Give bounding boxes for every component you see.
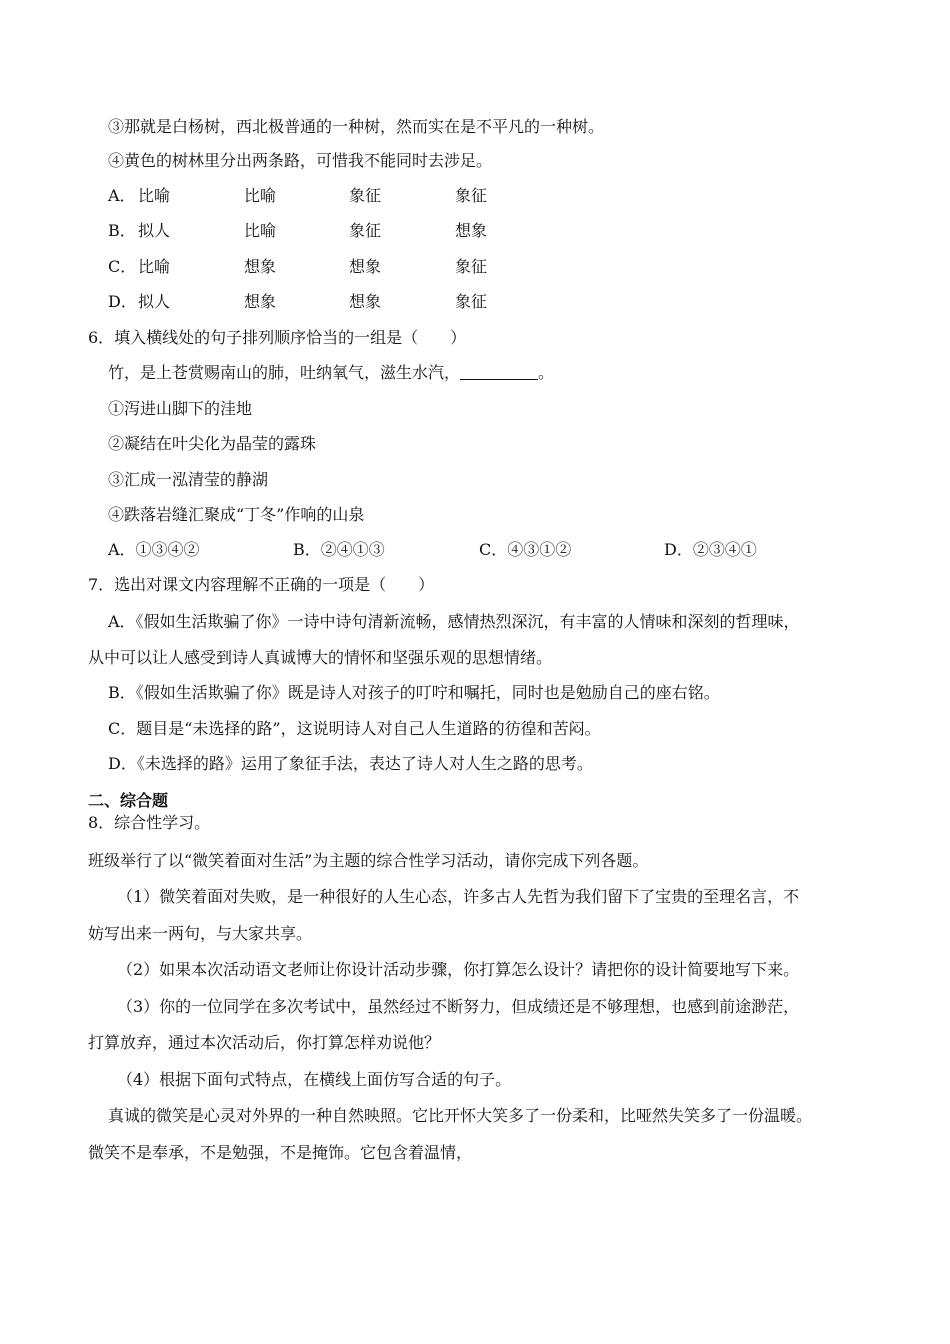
option-label: D． — [108, 292, 137, 311]
section-heading: 二、综合题 — [88, 791, 169, 810]
q6-item-4: ④跌落岩缝汇聚成“丁冬”作响的山泉 — [108, 505, 365, 524]
option-col: 比喻 — [138, 257, 171, 276]
q5-item-3: ③那就是白杨树，西北极普通的一种树，然而实在是不平凡的一种树。 — [108, 117, 605, 136]
q6-stem: 6．填入横线处的句子排列顺序恰当的一组是（ ） — [88, 328, 467, 347]
option-col: 想象 — [349, 292, 382, 311]
q8-part1-line2: 妨写出来一两句，与大家共享。 — [88, 924, 313, 943]
q8-stem: 8．综合性学习。 — [88, 813, 211, 832]
option-col: 象征 — [455, 257, 488, 276]
option-col: 想象 — [349, 257, 382, 276]
option-col: 比喻 — [244, 186, 277, 205]
q7-option-b: B．《假如生活欺骗了你》既是诗人对孩子的叮咛和嘱托，同时也是勉励自己的座右铭。 — [108, 683, 720, 702]
option-col: 象征 — [349, 221, 382, 240]
option-col: 象征 — [455, 292, 488, 311]
q8-intro: 班级举行了以“微笑着面对生活”为主题的综合性学习活动，请你完成下列各题。 — [88, 851, 649, 870]
q6-item-2: ②凝结在叶尖化为晶莹的露珠 — [108, 434, 317, 453]
q6-item-3: ③汇成一泓清莹的静湖 — [108, 470, 269, 489]
q6-option-b: B．②④①③ — [293, 540, 385, 559]
q6-sentence — [108, 362, 554, 384]
q7-option-a-line1: A．《假如生活欺骗了你》一诗中诗句清新流畅，感情热烈深沉，有丰富的人情味和深刻的哲理味， — [108, 612, 800, 631]
q8-part4: （4）根据下面句式特点，在横线上面仿写合适的句子。 — [117, 1070, 512, 1089]
q6-item-1: ①泻进山脚下的洼地 — [108, 399, 253, 418]
q8-passage-line2: 微笑不是奉承，不是勉强，不是掩饰。它包含着温情， — [88, 1143, 473, 1162]
option-label: A． — [108, 186, 136, 205]
fill-blank — [460, 363, 538, 380]
q8-part2: （2）如果本次活动语文老师让你设计活动步骤，你打算怎么设计？请把你的设计简要地写下来。 — [117, 960, 800, 979]
q5-item-4: ④黄色的树林里分出两条路，可惜我不能同时去涉足。 — [108, 151, 493, 170]
option-col: 象征 — [349, 186, 382, 205]
q7-option-c: C．题目是“未选择的路”，这说明诗人对自己人生道路的彷徨和苦闷。 — [108, 719, 601, 738]
option-col: 拟人 — [138, 221, 171, 240]
option-col: 比喻 — [244, 221, 277, 240]
option-label: C． — [108, 257, 137, 276]
q6-sentence-before: 竹，是上苍赏赐南山的肺，吐纳氧气，滋生水汽， — [108, 363, 461, 382]
option-col: 比喻 — [138, 186, 171, 205]
q6-sentence-after: 。 — [538, 363, 555, 382]
q7-option-a-line2: 从中可以让人感受到诗人真诚博大的情怀和坚强乐观的思想情绪。 — [88, 648, 553, 667]
q7-stem: 7．选出对课文内容理解不正确的一项是（ ） — [88, 575, 435, 594]
q8-passage-line1: 真诚的微笑是心灵对外界的一种自然映照。它比开怀大笑多了一份柔和，比哑然失笑多了一份温暖。 — [108, 1106, 813, 1125]
q6-option-d: D．②③④① — [664, 540, 757, 559]
option-col: 想象 — [244, 257, 277, 276]
q8-part1-line1: （1）微笑着面对失败，是一种很好的人生心态，许多古人先哲为我们留下了宝贵的至理名言，不 — [117, 887, 800, 906]
option-label: B． — [108, 221, 136, 240]
option-col: 象征 — [455, 186, 488, 205]
q6-option-a: A．①③④② — [108, 540, 200, 559]
q7-option-d: D．《未选择的路》运用了象征手法，表达了诗人对人生之路的思考。 — [108, 754, 593, 773]
option-col: 想象 — [455, 221, 488, 240]
q8-part3-line1: （3）你的一位同学在多次考试中，虽然经过不断努力，但成绩还是不够理想，也感到前途渺茫， — [117, 997, 800, 1016]
q6-option-c: C．④③①② — [479, 540, 572, 559]
option-col: 想象 — [244, 292, 277, 311]
option-col: 拟人 — [138, 292, 171, 311]
q8-part3-line2: 打算放弃，通过本次活动后，你打算怎样劝说他？ — [88, 1033, 441, 1052]
